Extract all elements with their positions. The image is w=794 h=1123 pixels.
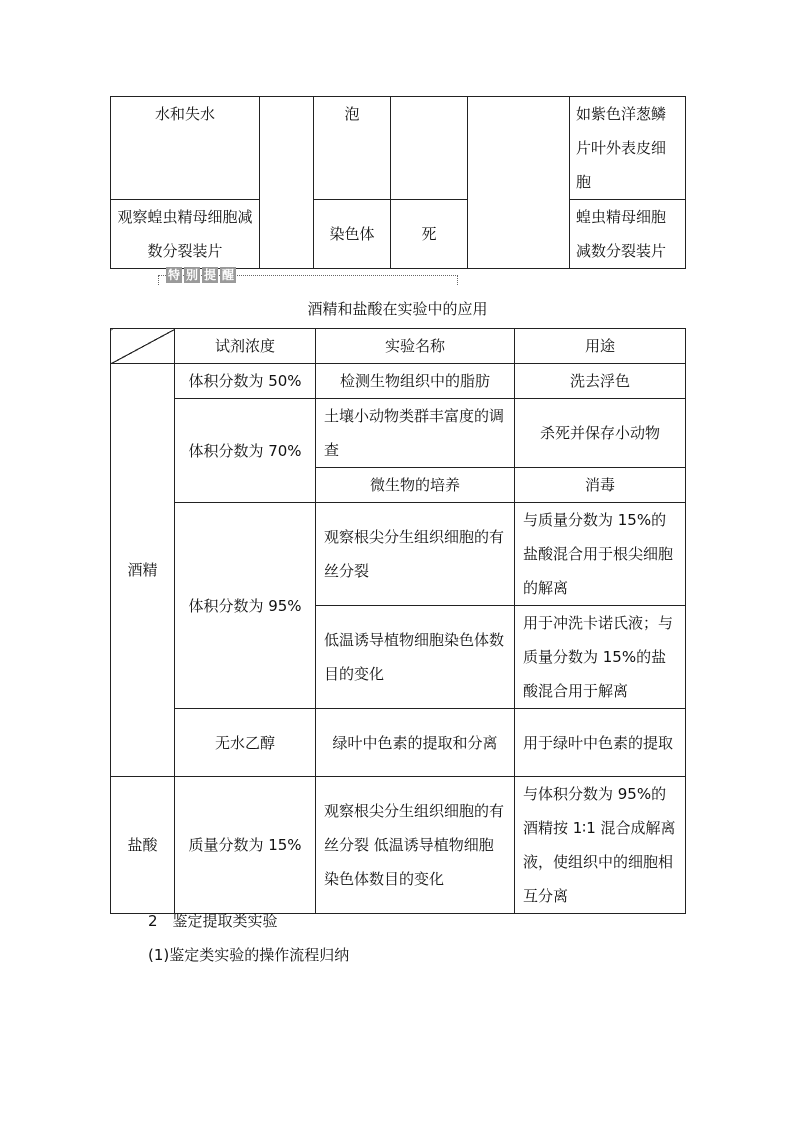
tag-char: 醒: [221, 268, 234, 282]
table-cell: [391, 97, 468, 200]
table-cell: 检测生物组织中的脂肪: [316, 364, 515, 399]
tag-char: 提: [203, 268, 216, 282]
column-header: 用途: [515, 329, 686, 364]
diagonal-header-cell: [111, 329, 175, 364]
column-header: 试剂浓度: [175, 329, 316, 364]
table-cell: 洗去浮色: [515, 364, 686, 399]
table-cell: 体积分数为 50%: [175, 364, 316, 399]
column-header: 实验名称: [316, 329, 515, 364]
special-note-tag: [158, 267, 458, 287]
tag-char: 别: [185, 268, 198, 282]
table-cell: 蝗虫精母细胞减数分裂装片: [570, 200, 686, 269]
table-cell: 泡: [314, 97, 391, 200]
table-cell: 与质量分数为 15%的盐酸混合用于根尖细胞的解离: [515, 503, 686, 606]
table-cell: 染色体: [314, 200, 391, 269]
section-heading: 2 鉴定提取类实验: [148, 912, 278, 930]
table-cell: 杀死并保存小动物: [515, 399, 686, 468]
table-cell: 如紫色洋葱鳞片叶外表皮细胞: [570, 97, 686, 200]
table-cell: 质量分数为 15%: [175, 777, 316, 914]
table-cell: 体积分数为 70%: [175, 399, 316, 503]
table-cell: 微生物的培养: [316, 468, 515, 503]
table-cell: 用于冲洗卡诺氏液；与质量分数为 15%的盐酸混合用于解离: [515, 606, 686, 709]
reagent-label-alcohol: 酒精: [111, 364, 175, 777]
continued-experiment-table: [110, 96, 686, 269]
table-cell: 与体积分数为 95%的酒精按 1∶1 混合成解离液，使组织中的细胞相互分离: [515, 777, 686, 914]
table-cell: 观察蝗虫精母细胞减数分裂装片: [111, 200, 260, 269]
tag-char: 特: [167, 268, 180, 282]
table-cell: 观察根尖分生组织细胞的有丝分裂: [316, 503, 515, 606]
table-cell: 观察根尖分生组织细胞的有丝分裂 低温诱导植物细胞染色体数目的变化: [316, 777, 515, 914]
alcohol-hcl-table: [110, 328, 686, 914]
table-cell: 低温诱导植物细胞染色体数目的变化: [316, 606, 515, 709]
table-cell: 土壤小动物类群丰富度的调查: [316, 399, 515, 468]
table-cell: 水和失水: [111, 97, 260, 200]
subsection-heading: (1)鉴定类实验的操作流程归纳: [148, 946, 350, 964]
table-cell: 死: [391, 200, 468, 269]
table-caption: 酒精和盐酸在实验中的应用: [307, 300, 488, 318]
table-cell: 消毒: [515, 468, 686, 503]
reagent-label-hcl: 盐酸: [111, 777, 175, 914]
table-cell: [260, 97, 314, 269]
table-cell: 用于绿叶中色素的提取: [515, 709, 686, 777]
table-cell: 无水乙醇: [175, 709, 316, 777]
table-cell: 体积分数为 95%: [175, 503, 316, 709]
table-cell: [468, 97, 570, 269]
table-cell: 绿叶中色素的提取和分离: [316, 709, 515, 777]
